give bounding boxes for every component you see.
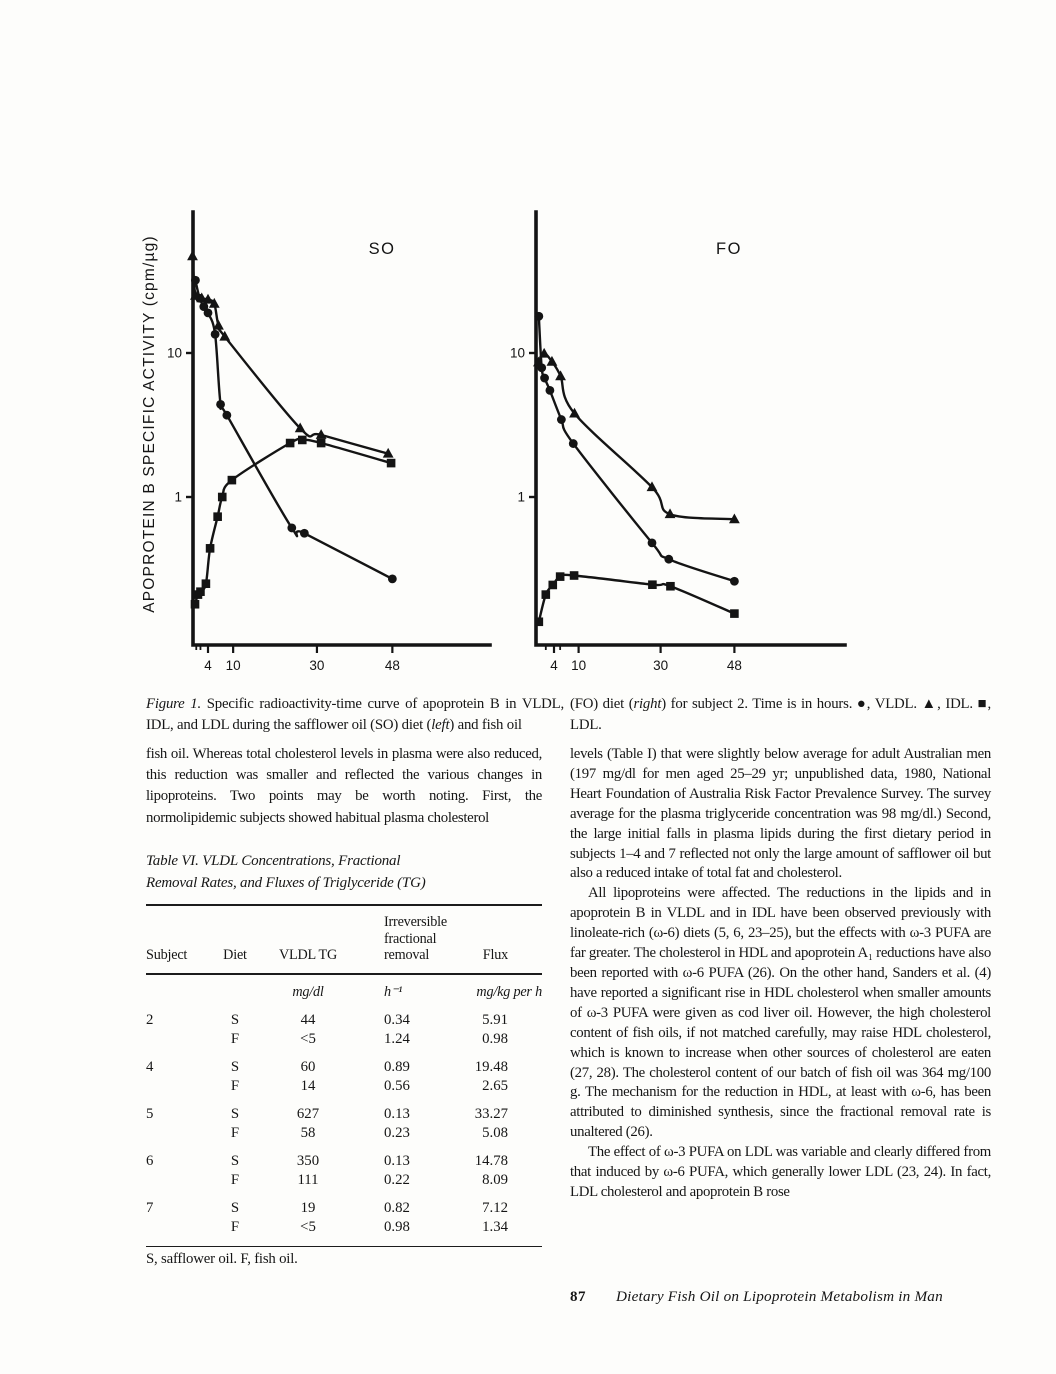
table-cell: [146, 1077, 210, 1096]
table-cell: 0.89: [384, 1058, 410, 1075]
table-cell: 0.98: [384, 1218, 410, 1235]
table-cell: 0.34: [384, 1011, 410, 1028]
x-tick-label: 30: [653, 658, 669, 673]
ldl-curve: [195, 439, 391, 604]
table-row: [146, 1152, 542, 1171]
ldl-marker: [648, 580, 657, 589]
table-header-cell: Subject: [146, 947, 188, 963]
running-title: Dietary Fish Oil on Lipoprotein Metabolism in Man: [616, 1288, 943, 1305]
table-cell: S: [230, 1199, 240, 1216]
table-cell: [146, 1171, 210, 1190]
table-cell: [146, 1124, 210, 1143]
figure-caption-right: [570, 694, 991, 736]
vldl-marker: [222, 411, 231, 420]
ldl-curve: [539, 575, 735, 622]
ldl-marker: [191, 600, 200, 609]
table-cell: <5: [300, 1218, 316, 1235]
table-cell: 5.91: [482, 1011, 508, 1028]
ldl-marker: [228, 476, 237, 485]
vldl-marker: [211, 330, 220, 339]
ldl-marker: [202, 579, 211, 588]
idl-marker: [213, 320, 224, 330]
table-row: [146, 1058, 542, 1077]
x-tick-label: 48: [726, 658, 742, 673]
table-cell: 58: [300, 1124, 316, 1141]
table-row: [146, 1105, 542, 1124]
vldl-marker: [216, 400, 225, 409]
y-tick-label: 1: [174, 489, 182, 505]
ldl-marker: [730, 609, 739, 618]
vldl-marker: [540, 374, 549, 383]
table-unit-cell: [210, 984, 260, 1001]
table-header-cell: Diet: [223, 947, 247, 963]
idl-curve: [192, 256, 388, 453]
table-cell: 0.56: [384, 1077, 410, 1094]
x-tick-label: 4: [550, 658, 558, 673]
table-cell: 1.24: [384, 1030, 410, 1047]
y-tick-label: 10: [166, 345, 182, 361]
table-title-line2: Removal Rates, and Fluxes of Triglyceride (TG): [146, 874, 426, 891]
table-cell: 14: [300, 1077, 316, 1094]
ldl-marker: [218, 493, 227, 502]
page-footer: [570, 1288, 943, 1306]
table-cell: 7.12: [482, 1199, 508, 1216]
table-cell: 33.27: [474, 1105, 508, 1122]
table-cell: 111: [297, 1171, 319, 1188]
table-cell: 7: [146, 1199, 154, 1216]
table-cell: 19.48: [474, 1058, 508, 1075]
ldl-marker: [548, 581, 557, 590]
vldl-curve: [195, 280, 392, 579]
ldl-marker: [196, 587, 205, 596]
ldl-marker: [542, 590, 551, 599]
y-tick-label: 1: [517, 489, 525, 505]
x-tick-label: 10: [571, 658, 587, 673]
ldl-marker: [317, 439, 326, 448]
x-tick-label: 30: [309, 658, 325, 673]
figure-caption-right-italic: right: [633, 695, 662, 712]
ldl-marker: [387, 459, 396, 468]
body-paragraph: fish oil. Whereas total cholesterol levels in plasma were also reduced, this reduction was smaller and reflected the various changes in lipoproteins. Two points may be worth noting. First, the normolipidemic subjects showed habitual plasma cholesterol: [146, 746, 542, 826]
figure-caption-right-tail: ) for subject 2. Time is in hours. ●, VLDL. ▲, IDL. ■, LDL.: [570, 695, 991, 733]
table-row: [146, 1218, 542, 1237]
x-tick-label: 48: [384, 658, 400, 673]
table-row: [146, 1077, 542, 1096]
table-cell: F: [230, 1124, 240, 1141]
table-header-cell: Irreversible fractional removal: [384, 914, 447, 963]
ldl-marker: [535, 617, 544, 626]
table-header-cell: VLDL TG: [278, 947, 338, 963]
vldl-marker: [569, 439, 578, 448]
table-row: [146, 1124, 542, 1143]
table-cell: 60: [300, 1058, 316, 1075]
idl-marker: [555, 370, 566, 380]
table-cell: 44: [300, 1011, 316, 1028]
axis-lines: [536, 212, 845, 645]
table-row: [146, 1011, 542, 1030]
fo-chart: [505, 200, 860, 678]
table-row: [146, 1030, 542, 1049]
vldl-marker: [191, 276, 200, 285]
x-tick-label: 10: [225, 658, 241, 673]
table-cell: S: [230, 1105, 240, 1122]
table-cell: 0.23: [384, 1124, 410, 1141]
table-cell: [146, 1030, 210, 1049]
vldl-marker: [546, 386, 555, 395]
table-header-row: [146, 906, 542, 973]
page-number: 87: [570, 1289, 586, 1305]
table-cell: 5.08: [482, 1124, 508, 1141]
y-tick-label: 10: [509, 345, 525, 361]
table-footnote: S, safflower oil. F, fish oil.: [146, 1250, 298, 1267]
figure-caption-left-italic: left: [431, 716, 450, 733]
ldl-marker: [570, 571, 579, 580]
so-chart: [140, 200, 506, 678]
idl-marker: [187, 250, 198, 260]
table-row: [146, 1171, 542, 1190]
table-vi: [146, 851, 542, 1268]
table-body: [146, 1011, 542, 1246]
table-cell: 0.82: [384, 1199, 410, 1216]
table-title-line1: Table VI. VLDL Concentrations, Fractional: [146, 853, 401, 869]
table-cell: [146, 1218, 210, 1237]
vldl-marker: [388, 574, 397, 583]
table-cell: S: [230, 1011, 240, 1028]
table-unit-cell: h⁻¹: [384, 983, 403, 1000]
vldl-marker: [287, 524, 296, 533]
vldl-marker: [300, 529, 309, 538]
table-unit-cell: mg/dl: [292, 983, 324, 1000]
table-cell: 1.34: [482, 1218, 508, 1235]
right-text-column: [570, 745, 991, 1203]
ldl-marker: [213, 512, 222, 521]
body-paragraph: All lipoproteins were affected. The reductions in the lipids and in apoprotein B in VLDL and in IDL have been observed previously with linoleate-rich (ω-6) diets (5, 6, 23–25), but the effects with ω-3 PUFA are far greater. The cholesterol in HDL and apoprotein A₁ reductions have also been reported with ω-6 PUFA (26). On the other hand, Sanders et al. (4) have reported a significant rise in HDL cholesterol when smaller amounts of ω-3 PUFA were given as cod liver oil. However, the high cholesterol content of fish oils, if not matched carefully, may raise HDL cholesterol, which is known to increase when other sources of cholesterol are eaten (27, 28). The cholesterol content of our batch of fish oil was 364 mg/100 g. The mechanism for the reduction in HDL, at least with ω-6, has been attributed to diminished synthesis, since the fractional removal rate is unaltered (26).: [570, 885, 991, 1141]
table-cell: 0.13: [384, 1105, 410, 1122]
vldl-marker: [534, 312, 543, 321]
ldl-marker: [556, 572, 565, 581]
table-cell: F: [230, 1030, 240, 1047]
table-grid: [146, 906, 542, 1246]
table-cell: 0.22: [384, 1171, 410, 1188]
table-units-row: [146, 975, 542, 1011]
table-row: [146, 1199, 542, 1218]
table-cell: 2.65: [482, 1077, 508, 1094]
table-cell: 2: [146, 1011, 154, 1028]
figure-caption-left-tail: ) and fish oil: [449, 716, 522, 733]
ldl-marker: [286, 439, 295, 448]
vldl-marker: [557, 415, 566, 424]
ldl-marker: [666, 582, 675, 591]
table-cell: 0.98: [482, 1030, 508, 1047]
table-cell: 14.78: [474, 1152, 508, 1169]
left-text-column: [146, 744, 542, 829]
table-cell: F: [230, 1218, 240, 1235]
vldl-curve: [539, 316, 735, 581]
figure-caption-left-text: Specific radioactivity-time curve of apoprotein B in VLDL, IDL, and LDL during the safflower oil (SO) diet (: [146, 695, 564, 733]
table-header-cell: Flux: [482, 947, 508, 963]
ldl-marker: [298, 436, 307, 445]
table-cell: 5: [146, 1105, 154, 1122]
chart-title: SO: [368, 240, 396, 258]
table-cell: 0.13: [384, 1152, 410, 1169]
table-cell: F: [230, 1077, 240, 1094]
y-axis-label: APOPROTEIN B SPECIFIC ACTIVITY (cpm/µg): [141, 235, 158, 613]
chart-title: FO: [716, 240, 742, 258]
vldl-marker: [204, 308, 213, 317]
figure-caption-number: Figure 1.: [146, 695, 201, 712]
vldl-marker: [664, 555, 673, 564]
vldl-marker: [730, 577, 739, 586]
table-unit-cell: mg/kg per h: [476, 983, 542, 1000]
table-cell: 6: [146, 1152, 154, 1169]
table-cell: 350: [296, 1152, 320, 1169]
table-unit-cell: [146, 984, 210, 1001]
ldl-marker: [206, 544, 215, 553]
table-cell: 627: [296, 1105, 320, 1122]
figure-caption-left: [146, 694, 564, 736]
table-cell: 8.09: [482, 1171, 508, 1188]
table-cell: 4: [146, 1058, 154, 1075]
body-paragraph: levels (Table I) that were slightly below average for adult Australian men (197 mg/dl for men aged 25–29 yr; unpublished data, 1980, National Heart Foundation of Australia Risk Factor Prevalence Survey. The survey average for the plasma triglyceride concentration was 98 mg/dl.) Second, the large initial falls in plasma lipids during the first dietary period in subjects 1–4 and 7 reflected not only the large amount of safflower oil but also a reduced intake of total fat and cholesterol.: [570, 746, 991, 882]
vldl-marker: [648, 539, 657, 548]
table-cell: F: [230, 1171, 240, 1188]
table-cell: 19: [300, 1199, 316, 1216]
body-paragraph: The effect of ω-3 PUFA on LDL was variable and clearly differed from that induced by ω-6 PUFA, which generally lower LDL (23, 24). In fact, LDL cholesterol and apoprotein B rose: [570, 1144, 991, 1200]
table-bottom-rule: [146, 1246, 542, 1247]
x-tick-label: 4: [204, 658, 212, 673]
axis-lines: [193, 212, 490, 645]
table-cell: S: [230, 1058, 240, 1075]
table-cell: S: [230, 1152, 240, 1169]
table-title: [146, 851, 542, 894]
figure-caption-right-text: (FO) diet (: [570, 695, 634, 712]
table-cell: <5: [300, 1030, 316, 1047]
